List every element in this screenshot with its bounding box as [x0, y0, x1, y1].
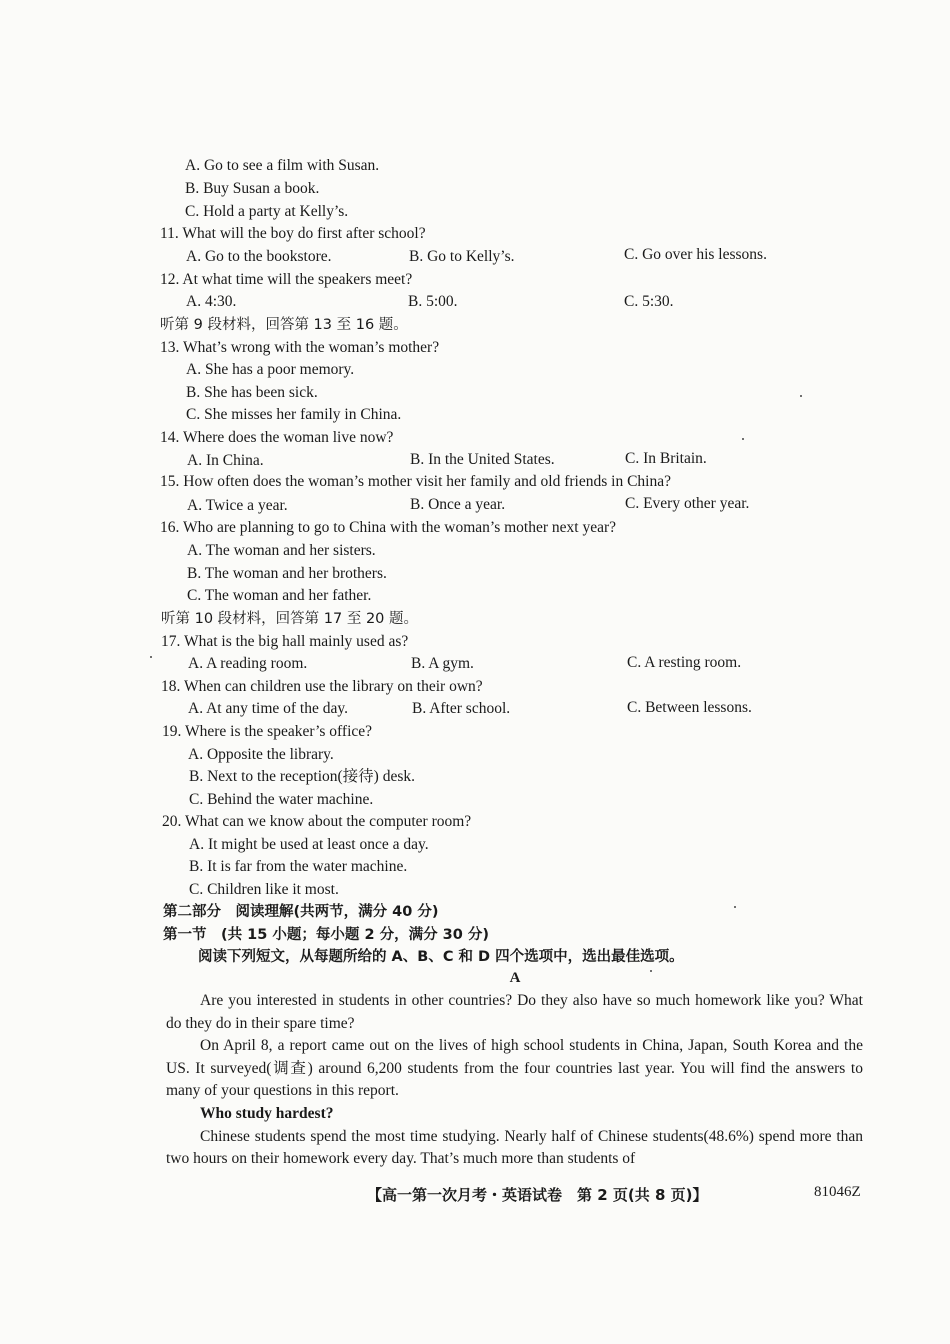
q17-question: 17. What is the big hall mainly used as?	[161, 633, 409, 650]
q18-question: 18. When can children use the library on their own?	[161, 678, 483, 695]
scan-speck	[734, 906, 736, 908]
q10-option-b: B. Buy Susan a book.	[185, 180, 320, 197]
footer-code: 81046Z	[814, 1184, 861, 1200]
q15-option-b: B. Once a year.	[410, 496, 506, 513]
passage-paragraph-1: Are you interested in students in other countries? Do they also have so much homework like you? What do they do in their spare time?	[166, 992, 863, 1032]
q18-option-c: C. Between lessons.	[627, 699, 752, 716]
scan-speck	[650, 970, 652, 972]
section-10-header: 听第 10 段材料，回答第 17 至 20 题。	[161, 611, 419, 627]
q13-question: 13. What’s wrong with the woman’s mother?	[160, 339, 440, 356]
passage-subheading: Who study hardest?	[200, 1104, 334, 1122]
q20-option-c: C. Children like it most.	[189, 881, 339, 898]
q12-question: 12. At what time will the speakers meet?	[160, 271, 413, 288]
q17-option-a: A. A reading room.	[188, 655, 308, 672]
scan-speck	[742, 438, 744, 440]
q16-option-b: B. The woman and her brothers.	[187, 565, 387, 582]
q17-option-c: C. A resting room.	[627, 654, 742, 671]
q20-option-a: A. It might be used at least once a day.	[189, 836, 429, 853]
q12-option-b: B. 5:00.	[408, 293, 458, 310]
q14-option-c: C. In Britain.	[625, 450, 707, 467]
q11-question: 11. What will the boy do first after school?	[160, 225, 426, 242]
q13-option-b: B. She has been sick.	[186, 384, 318, 401]
scan-speck	[150, 656, 152, 658]
passage-paragraph-3: Chinese students spend the most time studying. Nearly half of Chinese students(48.6%) spend more than two hours on their homework every day. That’s much more than students of	[166, 1127, 863, 1168]
q11-option-a: A. Go to the bookstore.	[186, 248, 332, 265]
passage-paragraph-2: On April 8, a report came out on the lives of high school students in China, Japan, South Korea and the US. It surveyed(调查) around 6,200 students from the four countries last year. You will find the answers to many of your questions in this report.	[166, 1037, 863, 1100]
q10-option-a: A. Go to see a film with Susan.	[185, 157, 380, 174]
reading-instructions: 阅读下列短文，从每题所给的 A、B、C 和 D 四个选项中，选出最佳选项。	[198, 949, 684, 965]
q15-option-c: C. Every other year.	[625, 495, 750, 512]
scan-speck	[800, 395, 802, 397]
q10-option-c: C. Hold a party at Kelly’s.	[185, 203, 349, 220]
q19-option-c: C. Behind the water machine.	[189, 791, 374, 808]
q14-question: 14. Where does the woman live now?	[160, 429, 394, 446]
q16-option-a: A. The woman and her sisters.	[187, 542, 376, 559]
passage-letter: A	[509, 970, 521, 986]
q17-option-b: B. A gym.	[411, 655, 474, 672]
q14-option-b: B. In the United States.	[410, 451, 555, 468]
passage-a	[166, 990, 863, 1171]
q20-question: 20. What can we know about the computer room?	[162, 813, 472, 830]
q13-option-c: C. She misses her family in China.	[186, 406, 402, 423]
q15-option-a: A. Twice a year.	[187, 497, 288, 514]
q20-option-b: B. It is far from the water machine.	[189, 858, 408, 875]
q16-question: 16. Who are planning to go to China with the woman’s mother next year?	[160, 519, 617, 536]
q19-question: 19. Where is the speaker’s office?	[162, 723, 373, 740]
q13-option-a: A. She has a poor memory.	[186, 361, 355, 378]
q11-option-b: B. Go to Kelly’s.	[409, 248, 515, 265]
q18-option-b: B. After school.	[412, 700, 511, 717]
section-9-header: 听第 9 段材料，回答第 13 至 16 题。	[160, 317, 408, 333]
q19-option-b: B. Next to the reception(接待) desk.	[189, 768, 415, 785]
q18-option-a: A. At any time of the day.	[188, 700, 348, 717]
q19-option-a: A. Opposite the library.	[188, 746, 334, 763]
footer-title: 【高一第一次月考・英语试卷 第 2 页(共 8 页)】	[367, 1186, 708, 1204]
q11-option-c: C. Go over his lessons.	[624, 246, 767, 263]
q14-option-a: A. In China.	[187, 452, 264, 469]
q15-question: 15. How often does the woman’s mother visit her family and old friends in China?	[160, 473, 671, 490]
section-1-title: 第一节 (共 15 小题；每小题 2 分，满分 30 分)	[163, 927, 489, 943]
part-2-title: 第二部分 阅读理解(共两节，满分 40 分)	[163, 904, 439, 920]
q16-option-c: C. The woman and her father.	[187, 587, 372, 604]
q12-option-c: C. 5:30.	[624, 293, 674, 310]
q12-option-a: A. 4:30.	[186, 293, 237, 310]
